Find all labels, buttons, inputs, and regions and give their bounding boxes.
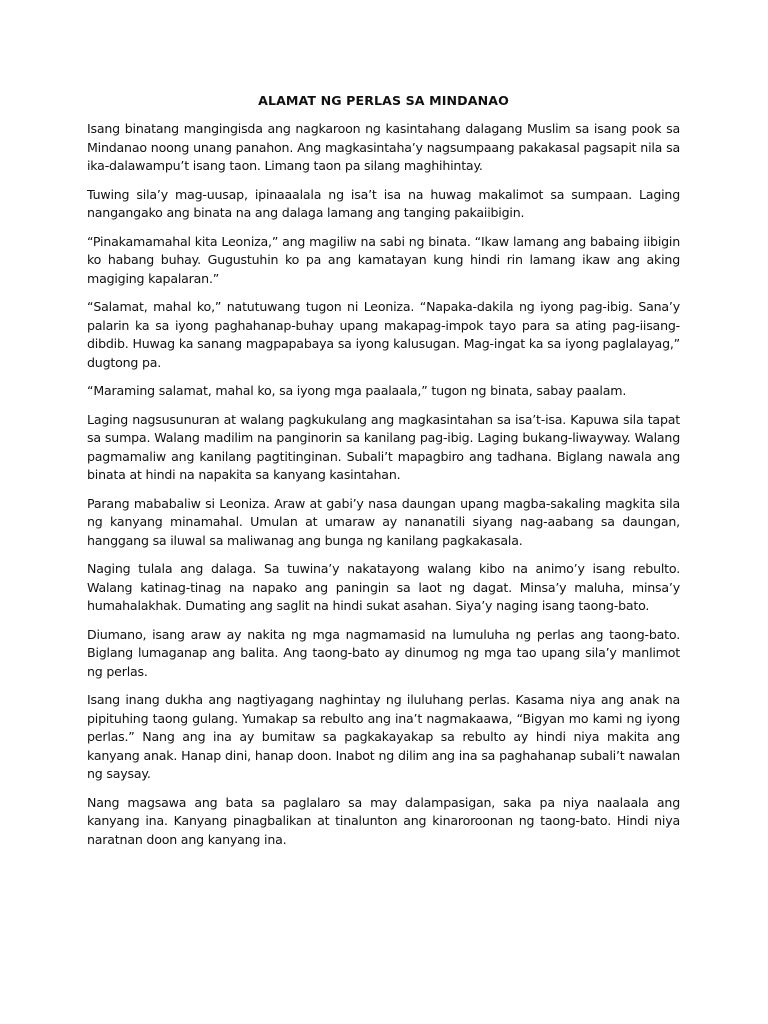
document-page <box>87 92 680 859</box>
paragraph-3: “Pinakamamahal kita Leoniza,” ang magiliw na sabi ng binata. “Ikaw lamang ang babaing iibigin ko habang buhay. Gugustuhin ko pa ang kamatayan kung hindi rin lamang ikaw ang aking magiging kapalaran.” <box>87 233 680 286</box>
paragraph-11: Nang magsawa ang bata sa paglalaro sa may dalampasigan, saka pa niya naalaala ang kanyang ina. Kanyang pinagbalikan at tinalunton ang kinaroroonan ng taong-bato. Hindi niya naratnan doon ang kanyang ina. <box>87 794 680 847</box>
paragraph-1: Isang binatang mangingisda ang nagkaroon ng kasintahang dalagang Muslim sa isang pook sa Mindanao noong unang panahon. Ang magkasintaha’y nagsumpaang pakakasal pagsapit nila sa ika-dalawampu’t isang taon. Limang taon pa silang maghihintay. <box>87 121 680 173</box>
paragraph-7: Parang mababaliw si Leoniza. Araw at gabi’y nasa daungan upang magba-sakaling magkita sila ng kanyang minamahal. Umulan at umaraw ay nananatili siyang nag-aabang sa daungan, hanggang sa iluwal sa maliwanag ang bunga ng kanilang pagkakasala. <box>87 495 680 548</box>
paragraph-8: Naging tulala ang dalaga. Sa tuwina’y nakatayong walang kibo na animo’y isang rebulto. Walang katinag-tinag na napako ang paningin sa laot ng dagat. Minsa’y maluha, minsa’y humahalakhak. Dumating ang saglit na hindi sukat asahan. Siya’y naging isang taong-bato. <box>87 561 680 613</box>
paragraph-9: Diumano, isang araw ay nakita ng mga nagmamasid na lumuluha ng perlas ang taong-bato. Biglang lumaganap ang balita. Ang taong-bato ay dinumog ng mga tao upang sila’y manlimot ng perlas. <box>87 626 680 679</box>
paragraph-5: “Maraming salamat, mahal ko, sa iyong mga paalaala,” tugon ng binata, sabay paalam. <box>87 383 627 398</box>
paragraph-6: Laging nagsusunuran at walang pagkukulang ang magkasintahan sa isa’t-isa. Kapuwa sila tapat sa sumpa. Walang madilim na panginorin sa kanilang pag-ibig. Laging bukang-liwayway. Walang pagmamaliw ang kanilang pagtitinginan. Subali’t mapagbiro ang tadhana. Biglang nawala ang binata at hindi na napakita sa kanyang kasintahan. <box>87 411 680 482</box>
document-title: ALAMAT NG PERLAS SA MINDANAO <box>258 93 509 108</box>
paragraph-4: “Salamat, mahal ko,” natutuwang tugon ni Leoniza. “Napaka-dakila ng iyong pag-ibig. Sana’y palarin ka sa iyong paghahanap-buhay upang makapag-impok tayo para sa ating pag-iisang-dibdib. Huwag ka sanang magpapabaya sa iyong kalusugan. Mag-ingat ka sa iyong paglalayag,” dugtong pa. <box>87 299 680 370</box>
paragraph-2: Tuwing sila’y mag-uusap, ipinaaalala ng isa’t isa na huwag makalimot sa sumpaan. Laging nangangako ang binata na ang dalaga lamang ang tanging pakaiibigin. <box>87 186 680 220</box>
paragraph-10: Isang inang dukha ang nagtiyagang naghintay ng iluluhang perlas. Kasama niya ang anak na pipituhing taong gulang. Yumakap sa rebulto ang ina’t nagmakaawa, “Bigyan mo kami ng iyong perlas.” Nang ang ina ay bumitaw sa pagkakayakap sa rebulto ay hindi niya makita ang kanyang anak. Hanap dini, hanap doon. Inabot ng dilim ang ina sa paghahanap subali’t nawalan ng saysay. <box>87 692 680 781</box>
